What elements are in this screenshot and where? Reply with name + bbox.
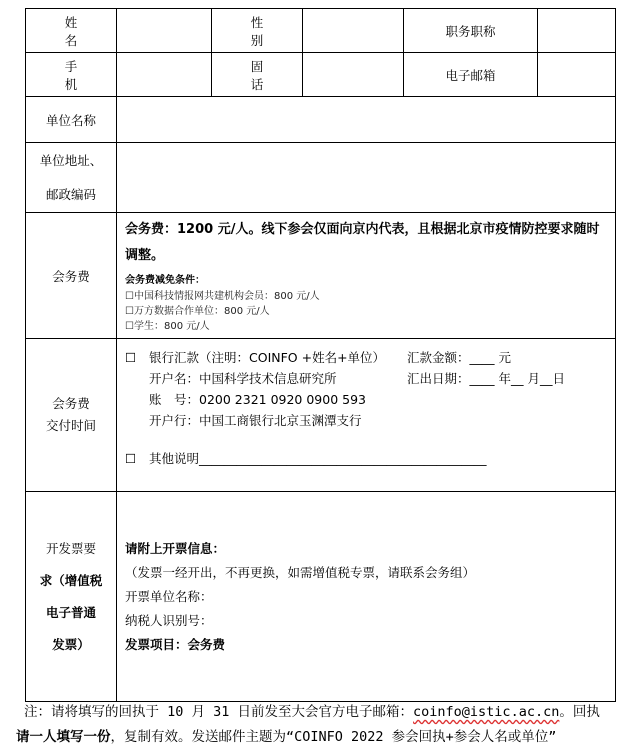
invoice-tax-id: 纳税人识别号：	[125, 612, 213, 628]
fee-reduction-title: 会务费减免条件：	[125, 275, 205, 286]
invoice-label-line1: 开发票要	[45, 540, 96, 556]
note-line1-b: 。回执	[559, 704, 600, 720]
title-field[interactable]	[538, 9, 616, 53]
account-number: 账 号：0200 2321 0920 0900 593	[149, 392, 366, 407]
footer-note	[16, 700, 634, 750]
invoice-label-line3: 电子普通	[45, 604, 96, 620]
note-line1-a: 注：请将填写的回执于 10 月 31 日前发至大会官方电子邮箱：	[24, 704, 414, 720]
fee-option-partner[interactable]: ☐万方数据合作单位：800 元/人	[125, 306, 270, 317]
invoice-cell	[117, 492, 616, 702]
invoice-note: （发票一经开出，不再更换，如需增值税专票，请联系会务组）	[125, 564, 476, 580]
address-label	[26, 143, 117, 213]
bank-transfer-text: 银行汇款（注明：COINFO +姓名+单位）	[149, 350, 386, 365]
email-field[interactable]	[538, 53, 616, 97]
invoice-label-line2: 求（增值税	[39, 572, 103, 588]
fee-main-text: 会务费：1200 元/人。线下参会仅面向京内代表，且根据北京市疫情防控要求随时调整。	[125, 222, 600, 263]
gender-label: 性别	[212, 9, 303, 53]
account-name: 开户名：中国科学技术信息研究所	[149, 371, 337, 386]
invoice-item: 发票项目：会务费	[125, 636, 226, 652]
mobile-field[interactable]	[117, 53, 212, 97]
title-label: 职务职称	[404, 9, 538, 53]
fee-option-student[interactable]: ☐学生：800 元/人	[125, 321, 210, 332]
invoice-title: 请附上开票信息：	[125, 540, 226, 556]
other-text: 其他说明______________________________________________	[149, 451, 487, 466]
address-label-line2: 邮政编码	[45, 186, 96, 202]
org-label: 单位名称	[26, 97, 117, 143]
invoice-label-line4: 发票）	[52, 636, 90, 652]
invoice-label	[26, 492, 117, 702]
gender-field[interactable]	[303, 9, 404, 53]
payment-cell	[117, 339, 616, 492]
org-field[interactable]	[117, 97, 616, 143]
other-checkbox[interactable]: ☐	[125, 451, 137, 466]
registration-form-table	[25, 8, 616, 702]
contact-email[interactable]: coinfo@istic.ac.cn	[413, 704, 560, 720]
fee-label: 会务费	[26, 213, 117, 339]
payment-label-line2: 交付时间	[45, 418, 96, 433]
name-field[interactable]	[117, 9, 212, 53]
note-line2-rest: ，复制有效。发送邮件主题为“COINFO 2022 参会回执+参会人名或单位”	[110, 729, 557, 745]
fee-option-member[interactable]: ☐中国科技情报网共建机构会员：800 元/人	[125, 291, 320, 302]
fee-cell	[117, 213, 616, 339]
amount-text: 汇款金额：____ 元	[407, 350, 511, 365]
payment-label	[26, 339, 117, 492]
invoice-org: 开票单位名称：	[125, 588, 213, 604]
address-label-line1: 单位地址、	[39, 152, 103, 168]
note-line2-bold: 请一人填写一份	[16, 729, 111, 745]
mobile-label: 手机	[26, 53, 117, 97]
bank-transfer-checkbox[interactable]: ☐	[125, 350, 137, 365]
name-label: 姓名	[26, 9, 117, 53]
remit-date: 汇出日期：____ 年__ 月__日	[407, 371, 565, 386]
payment-label-line1: 会务费	[52, 396, 90, 411]
address-field[interactable]	[117, 143, 616, 213]
phone-field[interactable]	[303, 53, 404, 97]
bank-branch: 开户行：中国工商银行北京玉渊潭支行	[149, 413, 362, 428]
phone-label: 固话	[212, 53, 303, 97]
email-label: 电子邮箱	[404, 53, 538, 97]
